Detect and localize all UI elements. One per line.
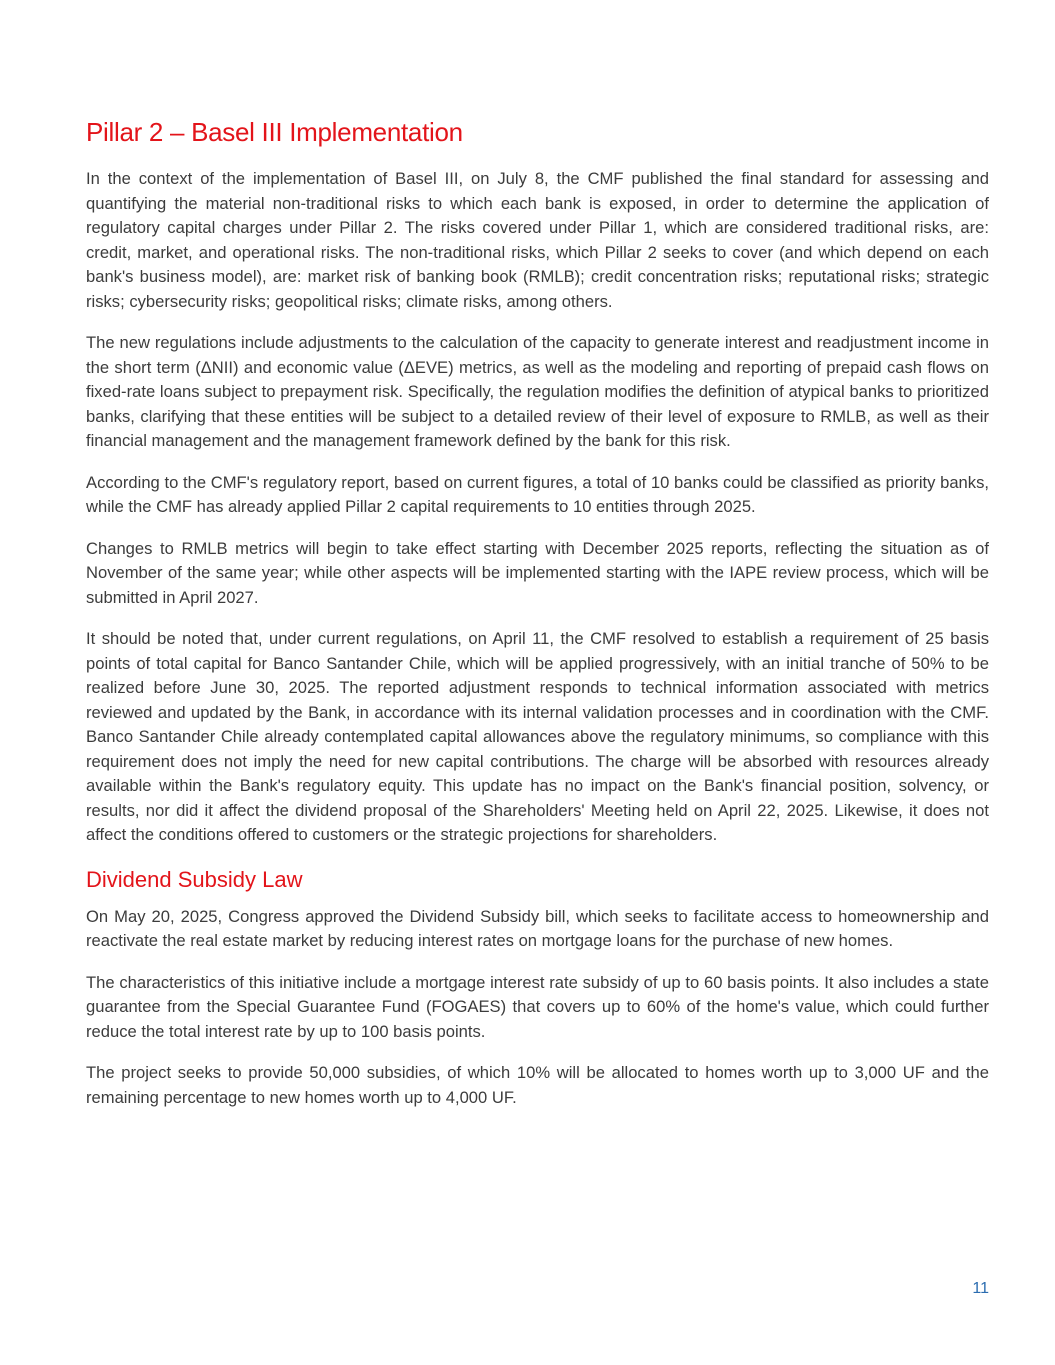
paragraph: The characteristics of this initiative include a mortgage interest rate subsidy of up to 60 basis points. It also includes a state guarantee from the Special Guarantee Fund (FOGAES) that covers up to 60% of the home's value, which could further reduce the total interest rate by up to 100 basis points. bbox=[86, 972, 989, 1041]
paragraph: In the context of the implementation of Basel III, on July 8, the CMF published the final standard for assessing and quantifying the material non-traditional risks to which each bank is exposed, in order to determine the application of regulatory capital charges under Pillar 2. The risks covered under Pillar 1, which are considered traditional risks, are: credit, market, and operational risks. The non-traditional risks, which Pillar 2 seeks to cover (and which depend on each bank's business model), are: market risk of banking book (RMLB); credit concentration risks; reputational risks; strategic risks; cybersecurity risks; geopolitical risks; climate risks, among others. bbox=[86, 169, 989, 311]
paragraph: The new regulations include adjustments to the calculation of the capacity to generate interest and readjustment income in the short term (ΔNII) and economic value (ΔEVE) metrics, as well as the modeling and reporting of prepaid cash flows on fixed-rate loans subject to prepayment risk. Specifically, the regulation modifies the definition of atypical banks to prioritized banks, clarifying that these entities will be subject to a detailed review of their level of exposure to RMLB, as well as their financial management and the management framework defined by the bank for this risk. bbox=[86, 333, 989, 450]
section-heading-pillar-2: Pillar 2 – Basel III Implementation bbox=[86, 117, 463, 147]
page-number: 11 bbox=[972, 1280, 989, 1297]
paragraph: Changes to RMLB metrics will begin to take effect starting with December 2025 reports, reflecting the situation as of November of the same year; while other aspects will be implemented starting with the IAPE review process, which will be submitted in April 2027. bbox=[86, 538, 989, 607]
paragraph: The project seeks to provide 50,000 subsidies, of which 10% will be allocated to homes worth up to 3,000 UF and the remaining percentage to new homes worth up to 4,000 UF. bbox=[86, 1063, 989, 1107]
paragraph: It should be noted that, under current regulations, on April 11, the CMF resolved to establish a requirement of 25 basis points of total capital for Banco Santander Chile, which will be applied progressively, with an initial tranche of 50% to be realized before June 30, 2025. The reported adjustment responds to technical information associated with metrics reviewed and updated by the Bank, in accordance with its internal validation processes and in coordination with the CMF. Banco Santander Chile already contemplated capital allowances above the regulatory minimums, so compliance with this requirement does not imply the need for new capital contributions. The charge will be absorbed with resources already available within the Bank's regulatory equity. This update has no impact on the Bank's financial position, solvency, or results, nor did it affect the dividend proposal of the Shareholders' Meeting held on April 22, 2025. Likewise, it does not affect the conditions offered to customers or the strategic projections for shareholders. bbox=[86, 629, 989, 844]
paragraph: On May 20, 2025, Congress approved the Dividend Subsidy bill, which seeks to facilitate access to homeownership and reactivate the real estate market by reducing interest rates on mortgage loans for the purchase of new homes. bbox=[86, 906, 989, 950]
section-heading-dividend-subsidy: Dividend Subsidy Law bbox=[86, 866, 303, 892]
paragraph: According to the CMF's regulatory report, based on current figures, a total of 10 banks could be classified as priority banks, while the CMF has already applied Pillar 2 capital requirements to 10 entities through 2025. bbox=[86, 472, 989, 516]
page-content bbox=[86, 114, 989, 1127]
